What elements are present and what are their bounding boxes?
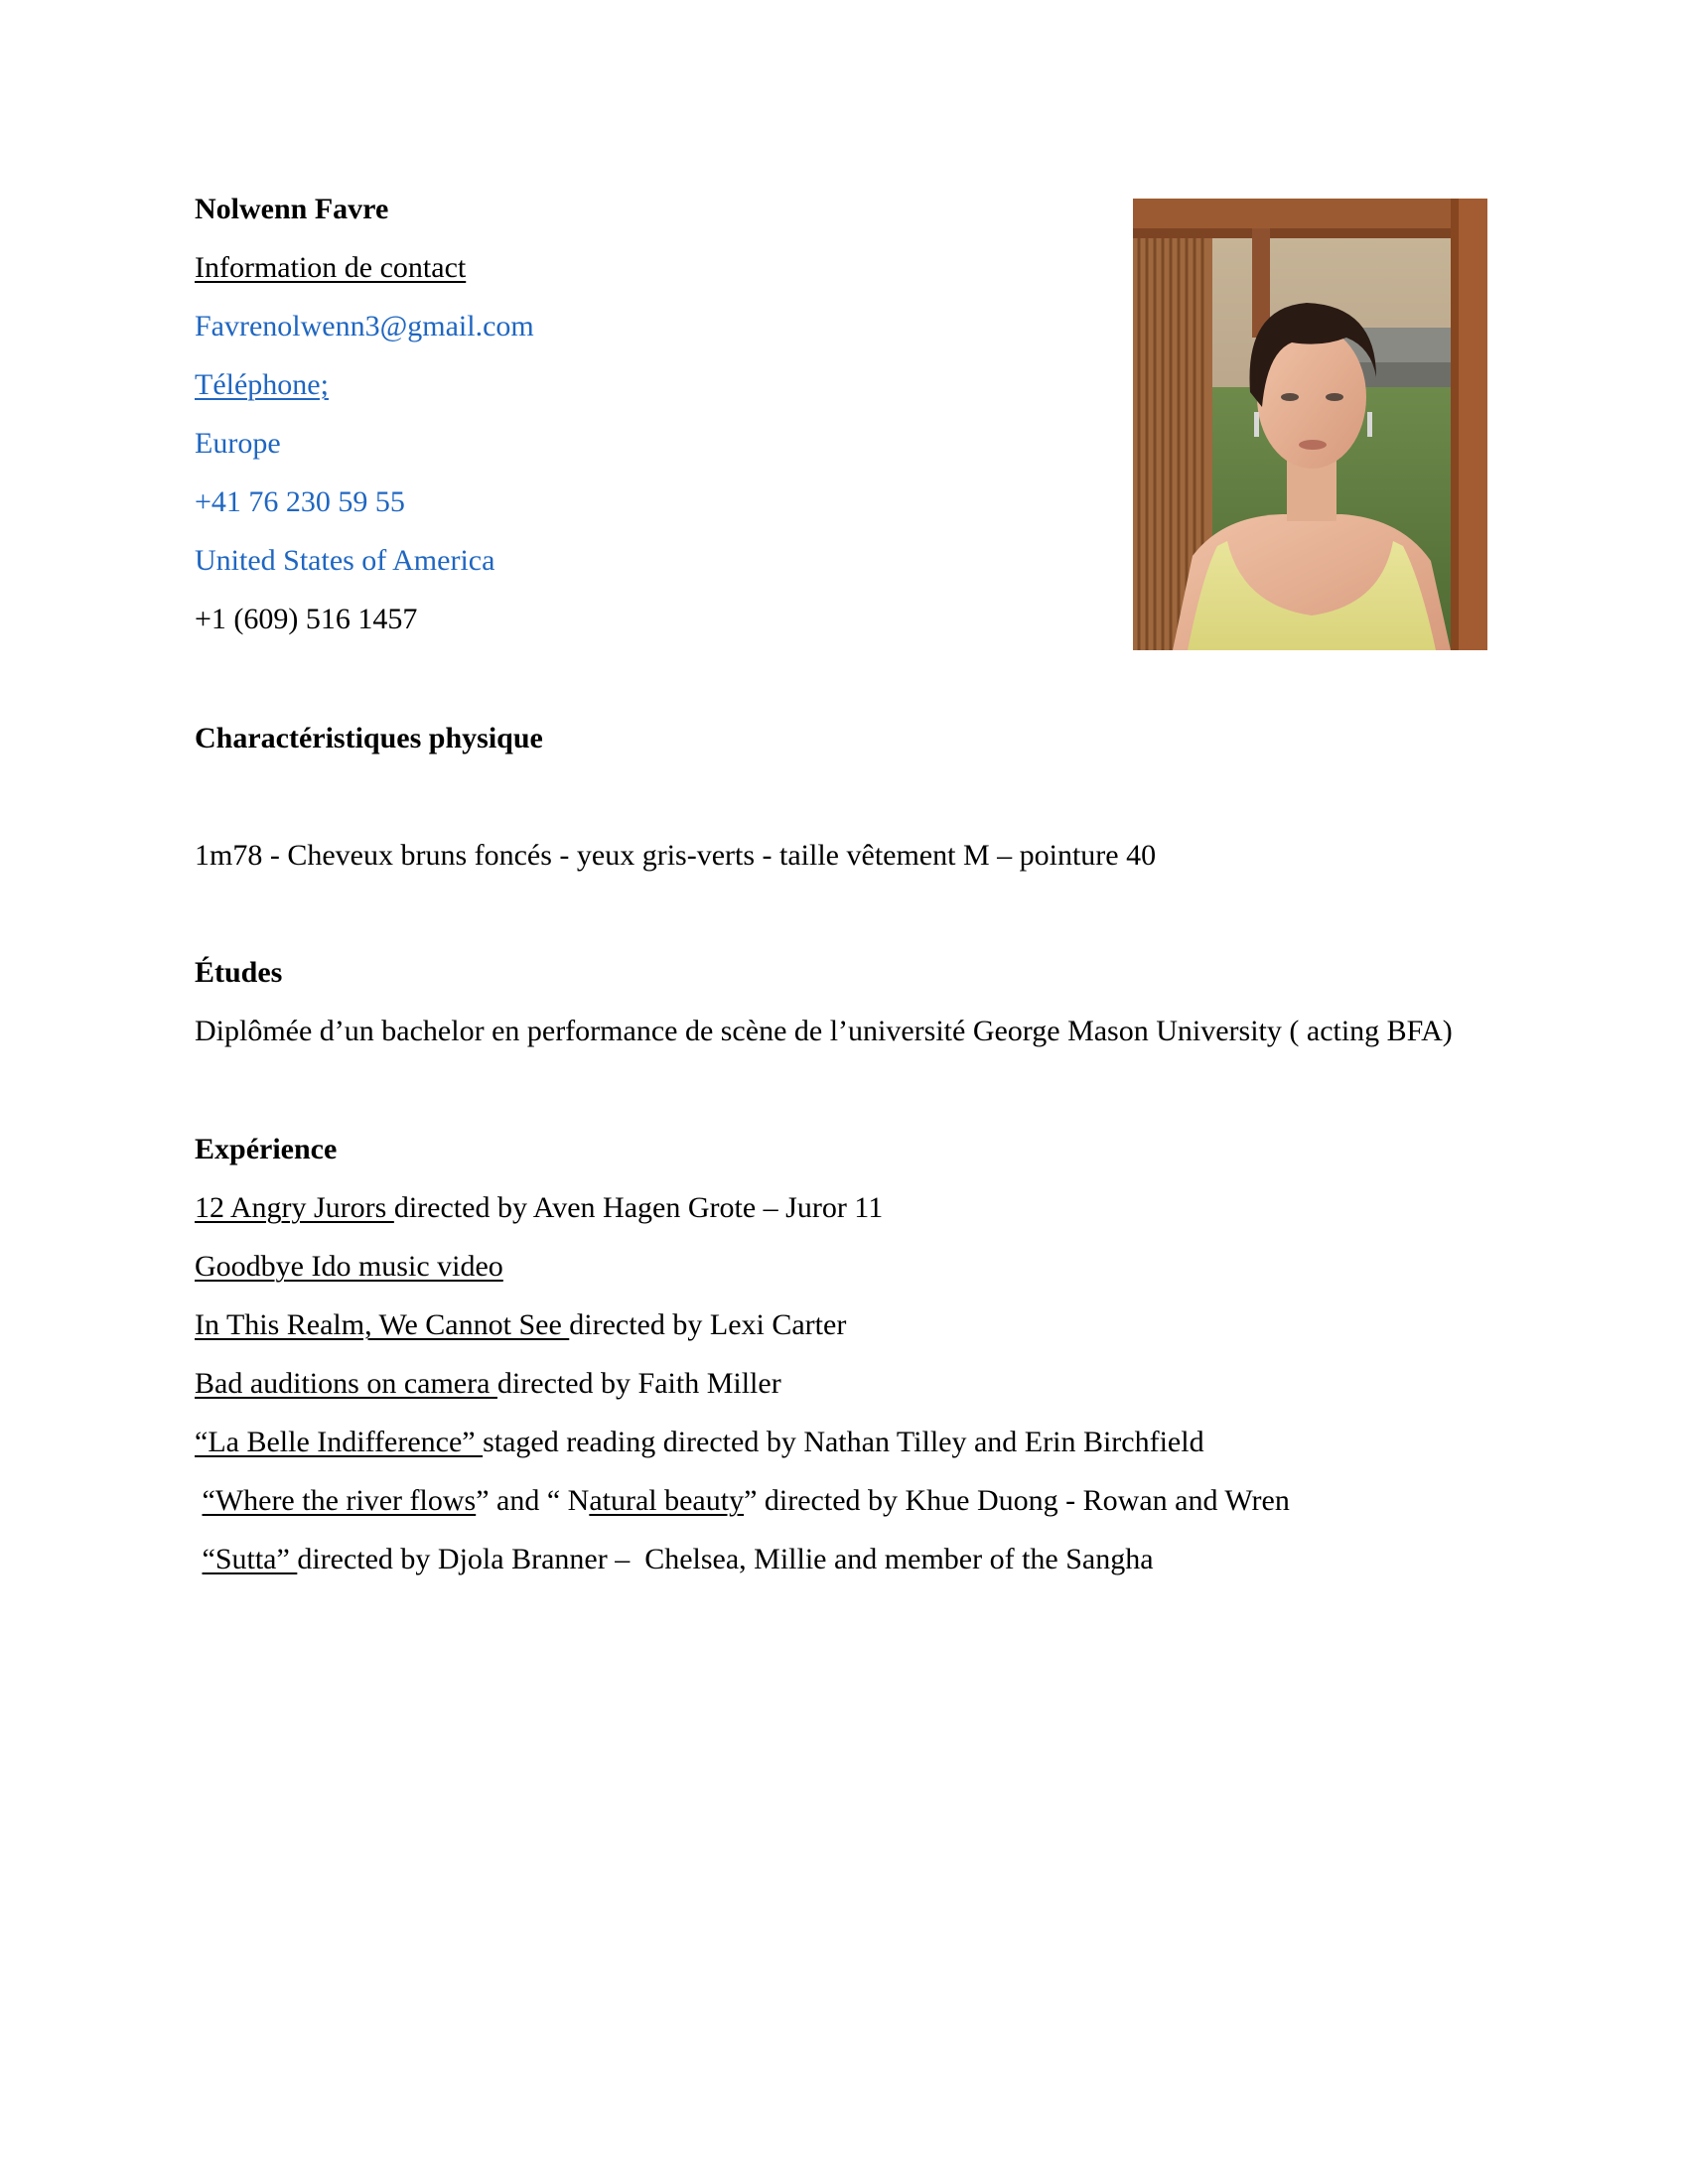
experience-connector: ” and “ N xyxy=(476,1484,590,1517)
experience-item xyxy=(195,1542,1154,1577)
experience-details: staged reading directed by Nathan Tilley and Erin Birchfield xyxy=(483,1426,1204,1458)
education-heading: Études xyxy=(195,956,283,989)
experience-title: In This Realm, We Cannot See xyxy=(195,1308,570,1341)
education-details: Diplômée d’un bachelor en performance de scène de l’université George Mason University ( acting BFA) xyxy=(195,1015,1453,1047)
contact-heading: Information de contact xyxy=(195,251,467,284)
experience-details: directed by Aven Hagen Grote – Juror 11 xyxy=(393,1191,884,1224)
experience-lead xyxy=(195,1543,203,1575)
physical-details: 1m78 - Cheveux bruns foncés - yeux gris-verts - taille vêtement M – pointure 40 xyxy=(195,839,1157,872)
phone-label[interactable]: Téléphone; xyxy=(195,368,329,401)
experience-details: directed by Lexi Carter xyxy=(569,1308,847,1341)
experience-title: 12 Angry Jurors xyxy=(195,1191,394,1224)
profile-photo xyxy=(1133,199,1487,650)
experience-title: “La Belle Indifference” xyxy=(195,1426,484,1458)
candidate-name: Nolwenn Favre xyxy=(195,193,389,225)
experience-title: Bad auditions on camera xyxy=(195,1367,497,1400)
phone-europe[interactable]: +41 76 230 59 55 xyxy=(195,485,405,518)
experience-details: directed by Djola Branner – Chelsea, Millie and member of the Sangha xyxy=(297,1543,1154,1575)
experience-title: Goodbye Ido music video xyxy=(195,1250,503,1283)
region-europe: Europe xyxy=(195,427,281,460)
experience-item xyxy=(195,1307,846,1343)
experience-item xyxy=(195,1425,1204,1460)
experience-heading: Expérience xyxy=(195,1133,338,1165)
phone-usa: +1 (609) 516 1457 xyxy=(195,603,418,635)
experience-details: ” directed by Khue Duong - Rowan and Wren xyxy=(744,1484,1290,1517)
experience-item xyxy=(195,1249,503,1285)
experience-title: “Where the river flows xyxy=(202,1484,477,1517)
experience-item xyxy=(195,1483,1290,1519)
experience-title-second: atural beauty xyxy=(589,1484,745,1517)
physical-heading: Charactéristiques physique xyxy=(195,722,543,754)
experience-details: directed by Faith Miller xyxy=(496,1367,781,1400)
experience-lead xyxy=(195,1484,203,1517)
email-link[interactable]: Favrenolwenn3@gmail.com xyxy=(195,310,534,342)
experience-item xyxy=(195,1366,781,1402)
region-usa: United States of America xyxy=(195,544,495,577)
experience-title: “Sutta” xyxy=(202,1543,298,1575)
experience-item xyxy=(195,1190,883,1226)
